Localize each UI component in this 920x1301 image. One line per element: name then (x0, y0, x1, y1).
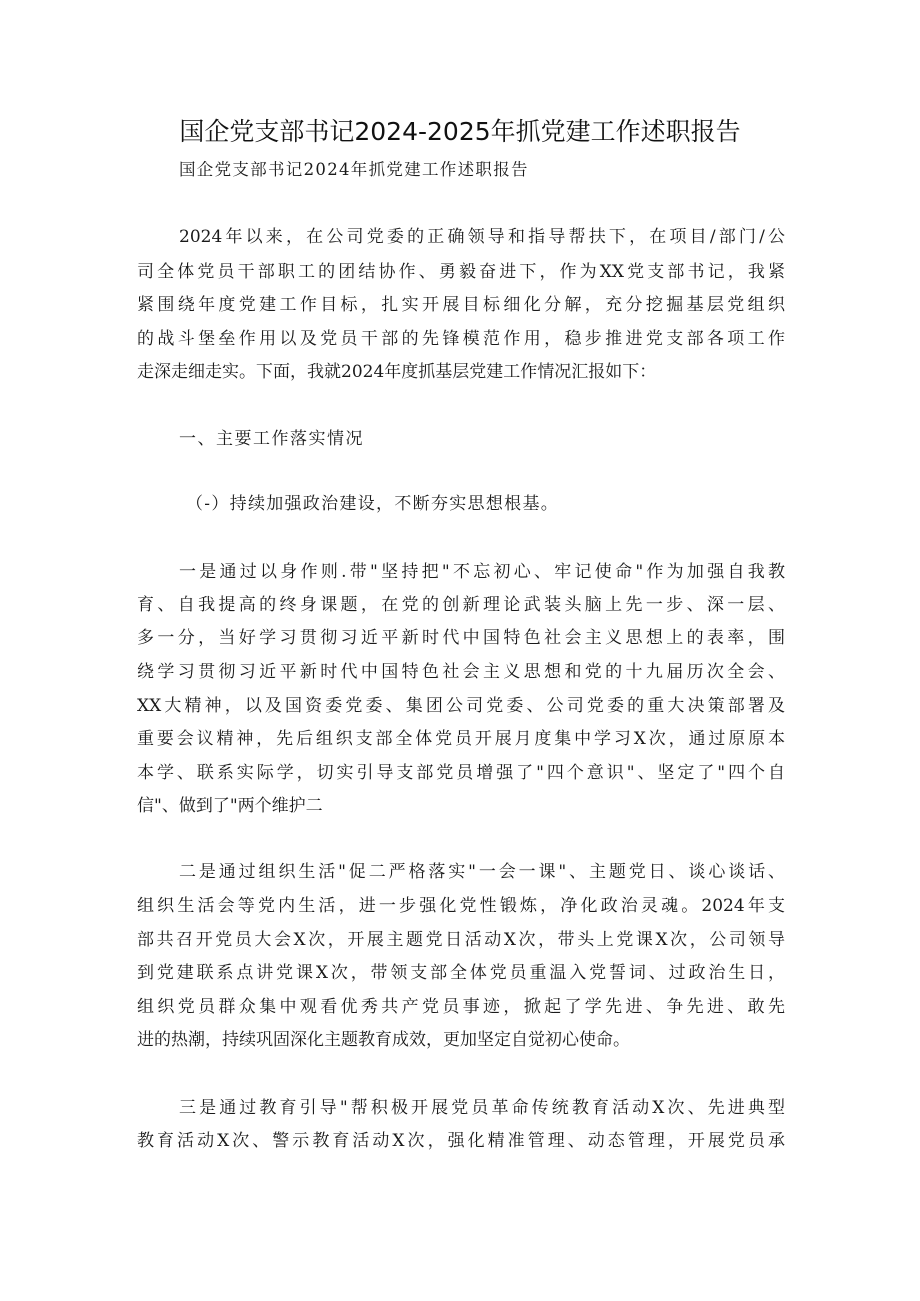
section-heading: 一、主要工作落实情况 (179, 429, 364, 449)
para1-line: 一是通过以身作则.带"坚持把"不忘初心、牢记使命"作为加强自我教 (179, 562, 785, 582)
para2-line: 部共召开党员大会X次，开展主题党日活动X次，带头上党课X次，公司领导 (137, 930, 785, 950)
para1-line: 重要会议精神，先后组织支部全体党员开展月度集中学习X次，通过原原本 (137, 729, 785, 749)
para1-line: 绕学习贯彻习近平新时代中国特色社会主义思想和党的十九届历次全会、 (137, 662, 785, 682)
intro-line: 紧围绕年度党建工作目标，扎实开展目标细化分解，充分挖掘基层党组织 (137, 295, 785, 315)
para2-line: 组织生活会等党内生活，进一步强化党性锻炼，净化政治灵魂。2024年支 (137, 896, 785, 916)
subsection-heading: （-）持续加强政治建设，不断夯实思想根基。 (186, 494, 560, 514)
para2-line: 组织党员群众集中观看优秀共产党员事迹，掀起了学先进、争先进、敢先 (137, 997, 785, 1017)
para2-line: 二是通过组织生活"促二严格落实"一会一课"、主题党日、谈心谈话、 (179, 862, 785, 882)
intro-line: 2024年以来，在公司党委的正确领导和指导帮扶下，在项目/部门/公 (179, 227, 785, 247)
intro-line: 的战斗堡垒作用以及党员干部的先锋模范作用，稳步推进党支部各项工作 (137, 329, 785, 349)
para3-line: 教育活动X次、警示教育活动X次，强化精准管理、动态管理，开展党员承 (137, 1131, 785, 1151)
para2-line: 到党建联系点讲党课X次，带领支部全体党员重温入党誓词、过政治生日， (137, 963, 785, 983)
document-title: 国企党支部书记2024-2025年抓党建工作述职报告 (179, 117, 741, 146)
intro-line: 走深走细走实。下面，我就2024年度抓基层党建工作情况汇报如下： (137, 362, 657, 382)
para2-line: 进的热潮，持续巩固深化主题教育成效，更加坚定自觉初心使命。 (137, 1030, 630, 1050)
intro-line: 司全体党员干部职工的团结协作、勇毅奋进下，作为XX党支部书记，我紧 (137, 262, 785, 282)
para1-line: 信"、做到了"两个维护二 (137, 796, 323, 816)
para1-line: XX大精神，以及国资委党委、集团公司党委、公司党委的重大决策部署及 (137, 696, 785, 716)
document-subtitle: 国企党支部书记2024年抓党建工作述职报告 (179, 160, 529, 179)
para1-line: 本学、联系实际学，切实引导支部党员增强了"四个意识"、坚定了"四个自 (137, 763, 785, 783)
para1-line: 育、自我提高的终身课题，在党的创新理论武装头脑上先一步、深一层、 (137, 595, 785, 615)
para1-line: 多一分，当好学习贯彻习近平新时代中国特色社会主义思想上的表率，围 (137, 628, 785, 648)
para3-line: 三是通过教育引导"帮积极开展党员革命传统教育活动X次、先进典型 (179, 1098, 785, 1118)
